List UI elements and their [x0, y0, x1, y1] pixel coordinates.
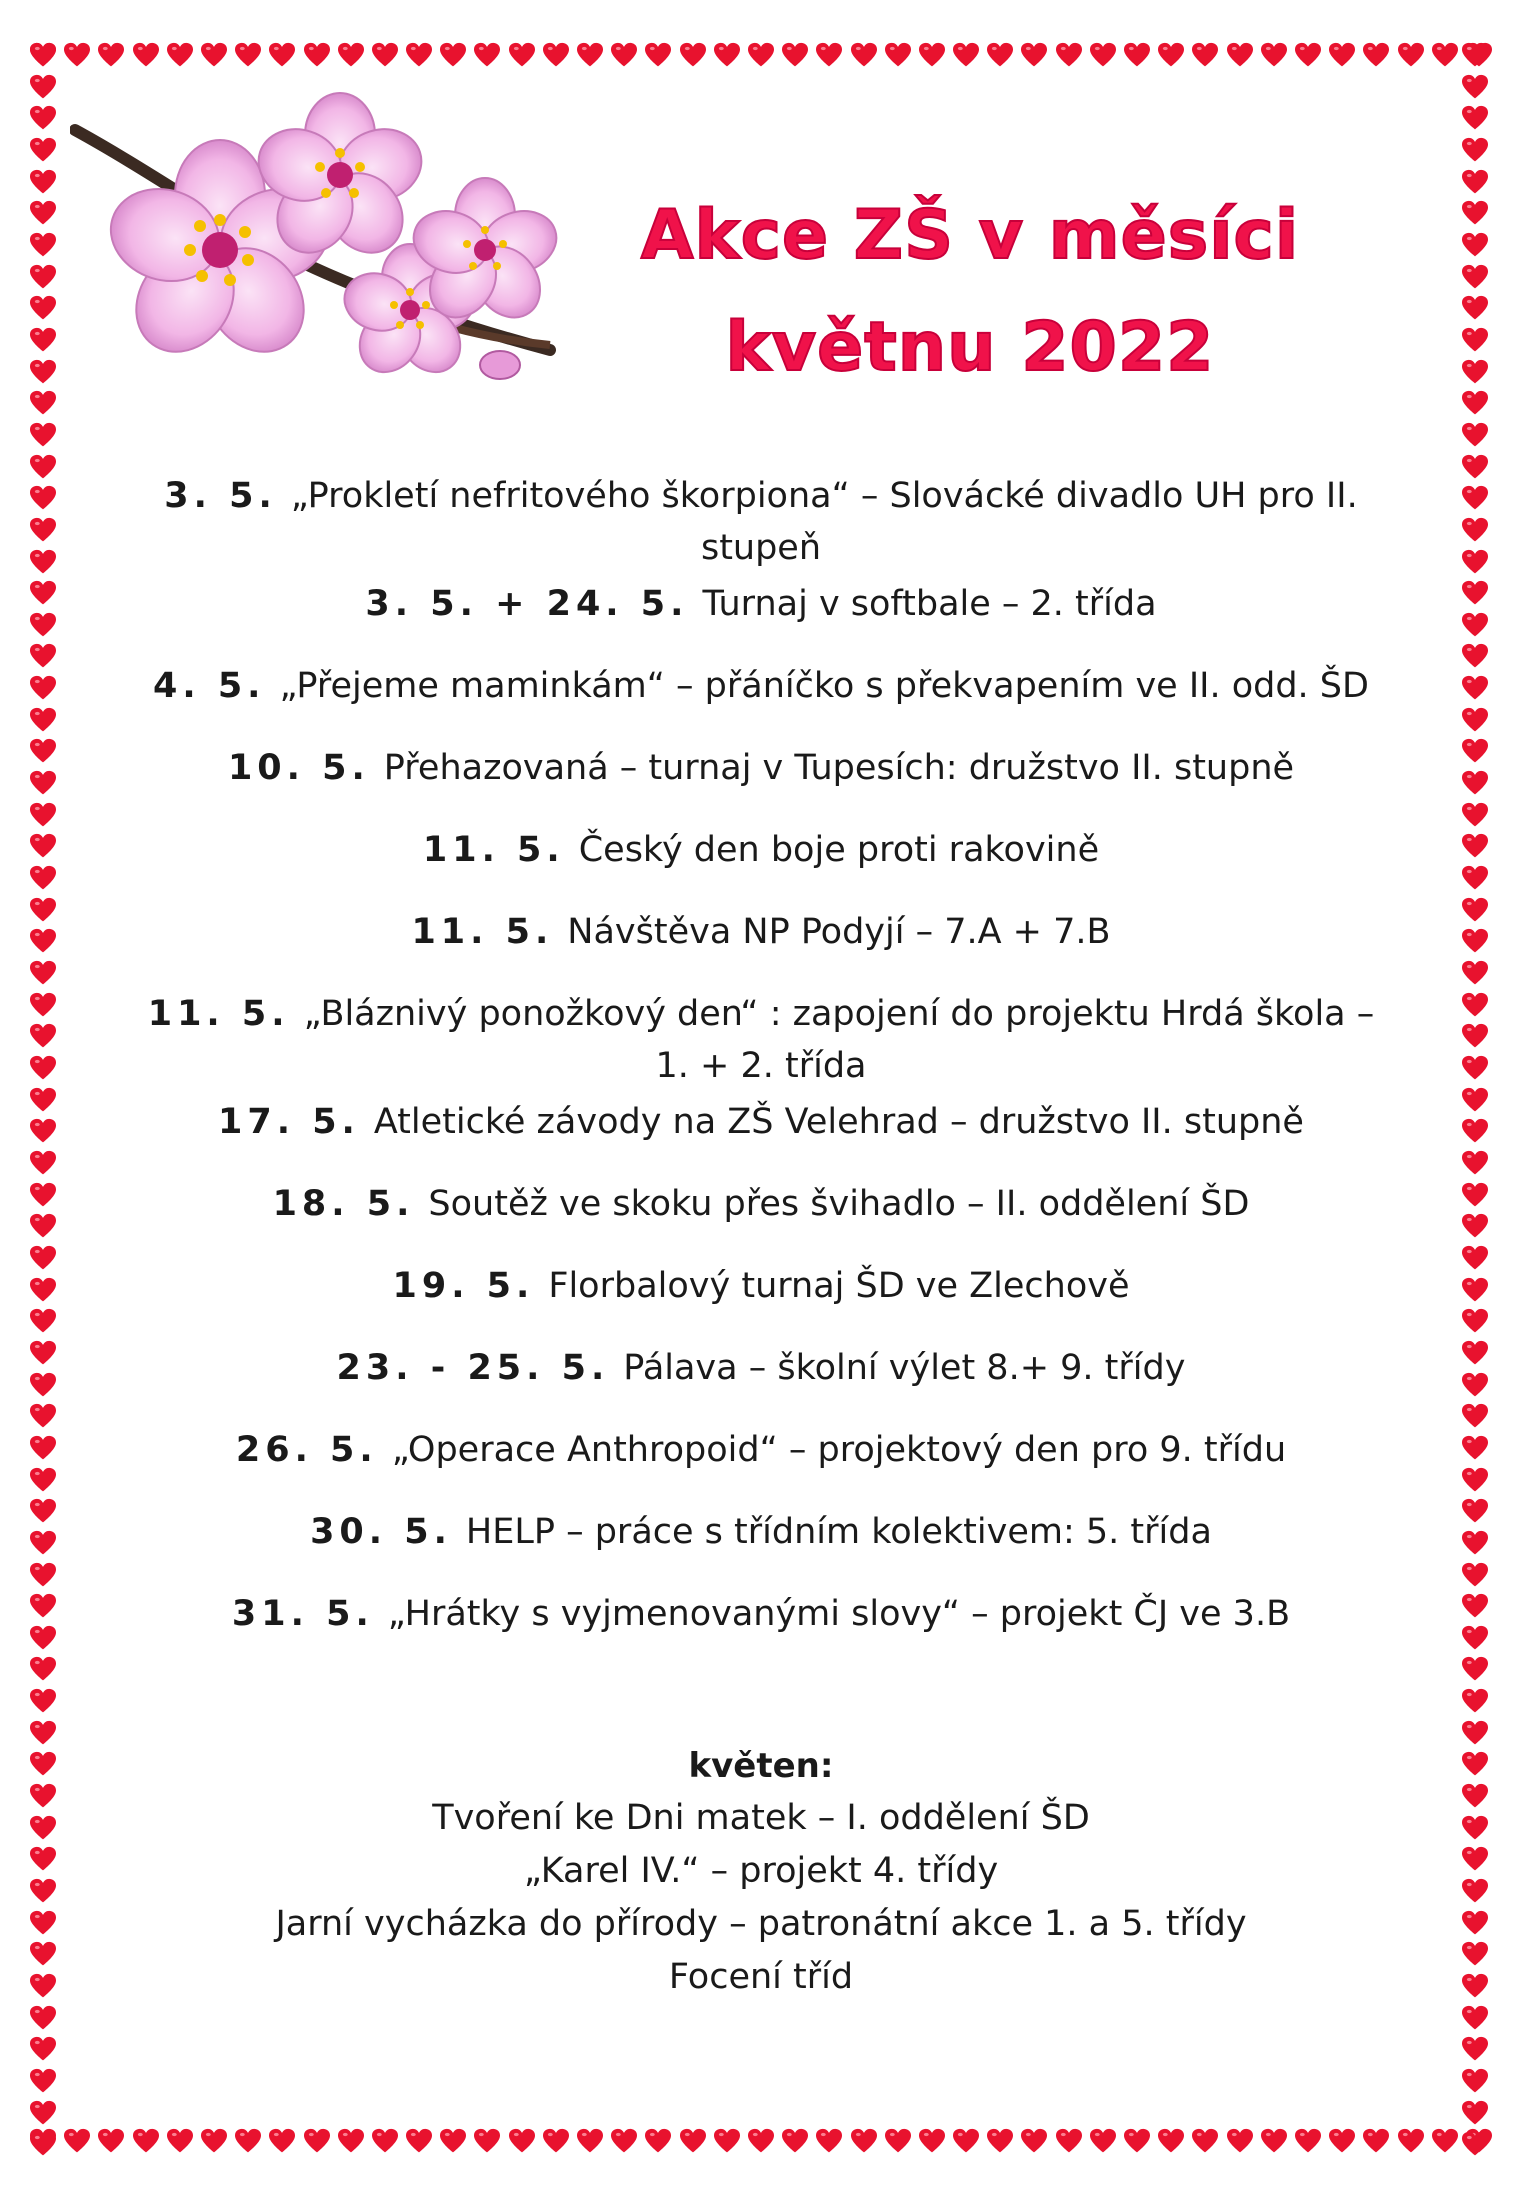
heart-icon	[30, 865, 56, 891]
heart-icon	[782, 42, 808, 68]
heart-icon	[30, 1087, 56, 1113]
heart-icon	[30, 1182, 56, 1208]
heart-icon	[30, 1340, 56, 1366]
event-date: 31. 5.	[231, 1594, 374, 1634]
heart-icon	[1462, 1213, 1488, 1239]
heart-icon	[748, 42, 774, 68]
heart-icon	[30, 1688, 56, 1714]
heart-icon	[1462, 2036, 1488, 2062]
heart-icon	[30, 422, 56, 448]
heart-icon	[1462, 295, 1488, 321]
heart-icon	[30, 2100, 56, 2126]
heart-icon	[1462, 359, 1488, 385]
heart-icon	[30, 1372, 56, 1398]
heart-icon	[1363, 2128, 1389, 2154]
heart-icon	[1227, 2128, 1253, 2154]
heart-icon	[1462, 865, 1488, 891]
heart-icon	[1021, 42, 1047, 68]
heart-icon	[30, 1245, 56, 1271]
heart-icon	[816, 2128, 842, 2154]
heart-icon	[1295, 2128, 1321, 2154]
event-date: 11. 5.	[147, 994, 290, 1034]
heart-icon	[919, 2128, 945, 2154]
heart-icon	[30, 1498, 56, 1524]
heart-icon	[1432, 42, 1458, 68]
heart-icon	[577, 2128, 603, 2154]
heart-icon	[953, 42, 979, 68]
heart-icon	[509, 2128, 535, 2154]
heart-icon	[30, 549, 56, 575]
heart-icon	[1329, 2128, 1355, 2154]
heart-icon	[987, 2128, 1013, 2154]
heart-icon	[304, 42, 330, 68]
event-date: 30. 5.	[310, 1512, 452, 1552]
heart-icon	[338, 42, 364, 68]
heart-icon	[1462, 675, 1488, 701]
heart-icon	[30, 1150, 56, 1176]
event-item	[100, 1424, 1422, 1476]
month-activity: Focení tříd	[668, 1957, 854, 1997]
event-date: 10. 5.	[227, 748, 370, 788]
heart-icon	[1462, 1562, 1488, 1588]
heart-icon	[1462, 1593, 1488, 1619]
event-item	[100, 1260, 1422, 1312]
heart-icon	[1462, 1625, 1488, 1651]
heart-icon	[919, 42, 945, 68]
heart-icon	[30, 1562, 56, 1588]
heart-icon	[1462, 1087, 1488, 1113]
heart-icon	[1462, 549, 1488, 575]
title-line-2: květnu 2022	[725, 308, 1215, 387]
heart-icon	[269, 42, 295, 68]
heart-icon	[1124, 2128, 1150, 2154]
heart-icon	[30, 454, 56, 480]
heart-icon	[98, 42, 124, 68]
event-item	[100, 578, 1422, 630]
heart-icon	[406, 2128, 432, 2154]
event-item	[100, 470, 1422, 574]
heart-icon	[30, 802, 56, 828]
event-date: 18. 5.	[272, 1184, 415, 1224]
event-item	[100, 824, 1422, 876]
heart-icon	[1462, 2131, 1488, 2157]
heart-icon	[1462, 643, 1488, 669]
heart-icon	[645, 42, 671, 68]
heart-icon	[953, 2128, 979, 2154]
heart-icon	[440, 2128, 466, 2154]
heart-icon	[133, 42, 159, 68]
heart-icon	[1158, 2128, 1184, 2154]
heart-icon	[167, 42, 193, 68]
heart-icon	[30, 232, 56, 258]
heart-icon	[30, 1023, 56, 1049]
heart-icon	[30, 928, 56, 954]
heart-icon	[30, 833, 56, 859]
event-text: Soutěž ve skoku přes švihadlo – II. oddělení ŠD	[428, 1184, 1250, 1224]
heart-icon	[1398, 42, 1424, 68]
event-item	[100, 1588, 1422, 1640]
heart-icon	[1462, 833, 1488, 859]
heart-icon	[1462, 327, 1488, 353]
heart-icon	[30, 992, 56, 1018]
event-text: „Prokletí nefritového škorpiona“ – Slovácké divadlo UH pro II.	[290, 476, 1358, 516]
event-text: Pálava – školní výlet 8.+ 9. třídy	[623, 1348, 1186, 1388]
heart-icon	[235, 2128, 261, 2154]
heart-icon	[1462, 485, 1488, 511]
heart-icon	[1462, 1656, 1488, 1682]
heart-icon	[543, 2128, 569, 2154]
heart-icon	[269, 2128, 295, 2154]
heart-icon	[1090, 2128, 1116, 2154]
event-text-continued: 1. + 2. třída	[655, 1046, 867, 1086]
heart-icon	[1462, 2068, 1488, 2094]
heart-icon	[1462, 200, 1488, 226]
heart-icon	[30, 2131, 56, 2157]
heart-icon	[1462, 992, 1488, 1018]
heart-icon	[30, 2036, 56, 2062]
heart-icon	[1462, 707, 1488, 733]
heart-icon	[201, 2128, 227, 2154]
heart-icon	[30, 2005, 56, 2031]
heart-icon	[1158, 42, 1184, 68]
heart-icon	[1090, 42, 1116, 68]
heart-icon	[1462, 770, 1488, 796]
event-item	[100, 1096, 1422, 1148]
heart-icon	[1056, 2128, 1082, 2154]
heart-icon	[30, 960, 56, 986]
heart-icon	[30, 517, 56, 543]
heart-icon	[1462, 1245, 1488, 1271]
heart-icon	[1462, 390, 1488, 416]
heart-icon	[1295, 42, 1321, 68]
month-activity-list	[0, 1792, 1522, 2004]
heart-icon	[30, 1467, 56, 1493]
heart-icon	[30, 1403, 56, 1429]
heart-icon	[304, 2128, 330, 2154]
heart-icon	[30, 42, 56, 68]
heart-icon	[714, 42, 740, 68]
heart-icon	[1462, 738, 1488, 764]
heart-icon	[1462, 960, 1488, 986]
heart-icon	[167, 2128, 193, 2154]
heart-icon	[851, 2128, 877, 2154]
heart-icon	[30, 2068, 56, 2094]
heart-icon	[1432, 2128, 1458, 2154]
heart-icon	[1192, 2128, 1218, 2154]
heart-icon	[30, 264, 56, 290]
event-item	[100, 1506, 1422, 1558]
event-text: Atletické závody na ZŠ Velehrad – družstvo II. stupně	[373, 1102, 1304, 1142]
heart-icon	[30, 1656, 56, 1682]
heart-icon	[714, 2128, 740, 2154]
event-text: „Hrátky s vyjmenovanými slovy“ – projekt ČJ ve 3.B	[387, 1594, 1291, 1634]
event-date: 4. 5.	[153, 666, 266, 706]
heart-icon	[30, 643, 56, 669]
heart-icon	[1462, 169, 1488, 195]
heart-icon	[1462, 1150, 1488, 1176]
heart-icon	[30, 1435, 56, 1461]
heart-icon	[1056, 42, 1082, 68]
heart-icon	[1462, 1530, 1488, 1556]
heart-icon	[1462, 74, 1488, 100]
heart-icon	[1462, 1340, 1488, 1366]
heart-icon	[1462, 580, 1488, 606]
heart-icon	[1462, 105, 1488, 131]
heart-icon	[885, 42, 911, 68]
heart-icon	[30, 359, 56, 385]
heart-icon	[372, 2128, 398, 2154]
heart-icon	[1462, 517, 1488, 543]
heart-icon	[30, 485, 56, 511]
heart-icon	[1462, 42, 1488, 68]
heart-icon	[1462, 1182, 1488, 1208]
event-item	[100, 742, 1422, 794]
heart-icon	[1462, 264, 1488, 290]
heart-icon	[1462, 137, 1488, 163]
event-text-continued: stupeň	[700, 528, 822, 568]
month-heading: květen:	[688, 1746, 834, 1786]
heart-icon	[1462, 454, 1488, 480]
heart-icon	[30, 675, 56, 701]
heart-icon	[1462, 1435, 1488, 1461]
heart-icon	[782, 2128, 808, 2154]
event-date: 11. 5.	[411, 912, 554, 952]
heart-icon	[680, 2128, 706, 2154]
cherry-blossom-icon	[70, 80, 570, 410]
heart-icon	[543, 42, 569, 68]
heart-icon	[509, 42, 535, 68]
event-text: Turnaj v softbale – 2. třída	[702, 584, 1157, 624]
heart-icon	[1462, 1498, 1488, 1524]
heart-icon	[816, 42, 842, 68]
heart-icon	[235, 42, 261, 68]
heart-icon	[1124, 42, 1150, 68]
heart-icon	[30, 327, 56, 353]
heart-icon	[1462, 1055, 1488, 1081]
heart-icon	[1462, 2100, 1488, 2126]
heart-icon	[1462, 1403, 1488, 1429]
event-item	[100, 1178, 1422, 1230]
heart-icon	[30, 1593, 56, 1619]
heart-icon	[372, 42, 398, 68]
heart-icon	[611, 2128, 637, 2154]
heart-icon	[64, 2128, 90, 2154]
event-date: 3. 5.	[164, 476, 277, 516]
heart-icon	[885, 2128, 911, 2154]
event-date: 19. 5.	[392, 1266, 535, 1306]
heart-icon	[30, 738, 56, 764]
heart-icon	[680, 42, 706, 68]
heart-icon	[748, 2128, 774, 2154]
heart-icon	[1363, 42, 1389, 68]
title-line-1: Akce ZŠ v měsíci	[640, 196, 1300, 275]
heart-icon	[1462, 1467, 1488, 1493]
month-activity: Tvoření ke Dni matek – I. oddělení ŠD	[432, 1798, 1090, 1838]
heart-icon	[1462, 2005, 1488, 2031]
event-text: HELP – práce s třídním kolektivem: 5. třída	[465, 1512, 1212, 1552]
heart-border-top	[30, 42, 1492, 72]
heart-icon	[1398, 2128, 1424, 2154]
event-item	[100, 906, 1422, 958]
heart-icon	[474, 42, 500, 68]
event-text: „Přejeme maminkám“ – přáníčko s překvapením ve II. odd. ŠD	[279, 666, 1369, 706]
heart-icon	[1227, 42, 1253, 68]
heart-icon	[1462, 1277, 1488, 1303]
heart-icon	[133, 2128, 159, 2154]
heart-icon	[1462, 802, 1488, 828]
heart-icon	[30, 580, 56, 606]
heart-icon	[1462, 1118, 1488, 1144]
heart-icon	[577, 42, 603, 68]
heart-icon	[30, 390, 56, 416]
heart-icon	[1192, 42, 1218, 68]
event-date: 3. 5. + 24. 5.	[365, 584, 689, 624]
heart-icon	[1462, 1308, 1488, 1334]
event-item	[100, 988, 1422, 1092]
heart-icon	[474, 2128, 500, 2154]
event-date: 17. 5.	[218, 1102, 360, 1142]
event-item	[100, 660, 1422, 712]
event-date: 23. - 25. 5.	[336, 1348, 610, 1388]
heart-icon	[1462, 612, 1488, 638]
heart-icon	[30, 1530, 56, 1556]
heart-icon	[1329, 42, 1355, 68]
heart-icon	[1261, 42, 1287, 68]
event-text: „Bláznivý ponožkový den“ : zapojení do projektu Hrdá škola –	[303, 994, 1375, 1034]
heart-icon	[611, 42, 637, 68]
heart-icon	[98, 2128, 124, 2154]
heart-icon	[30, 707, 56, 733]
heart-icon	[30, 1625, 56, 1651]
heart-icon	[851, 42, 877, 68]
heart-icon	[30, 74, 56, 100]
event-text: Návštěva NP Podyjí – 7.A + 7.B	[567, 912, 1111, 952]
heart-icon	[30, 897, 56, 923]
heart-icon	[1462, 928, 1488, 954]
event-date: 26. 5.	[235, 1430, 378, 1470]
event-text: Florbalový turnaj ŠD ve Zlechově	[548, 1266, 1130, 1306]
heart-icon	[1462, 1023, 1488, 1049]
heart-icon	[30, 1118, 56, 1144]
heart-icon	[1462, 897, 1488, 923]
heart-icon	[30, 612, 56, 638]
heart-icon	[1462, 422, 1488, 448]
event-item	[100, 1342, 1422, 1394]
event-text: „Operace Anthropoid“ – projektový den pro 9. třídu	[391, 1430, 1287, 1470]
heart-icon	[30, 105, 56, 131]
heart-icon	[30, 1277, 56, 1303]
event-text: Přehazovaná – turnaj v Tupesích: družstvo II. stupně	[383, 748, 1295, 788]
heart-icon	[30, 1308, 56, 1334]
heart-icon	[1462, 1688, 1488, 1714]
event-date: 11. 5.	[422, 830, 565, 870]
heart-icon	[30, 1055, 56, 1081]
heart-icon	[440, 42, 466, 68]
event-text: Český den boje proti rakovině	[578, 830, 1100, 870]
heart-icon	[30, 200, 56, 226]
heart-icon	[30, 770, 56, 796]
heart-icon	[30, 169, 56, 195]
heart-icon	[201, 42, 227, 68]
poster-title	[560, 180, 1380, 404]
heart-icon	[338, 2128, 364, 2154]
heart-icon	[30, 295, 56, 321]
heart-border-bottom	[30, 2128, 1492, 2158]
month-activity: Jarní vycházka do přírody – patronátní akce 1. a 5. třídy	[275, 1904, 1247, 1944]
heart-icon	[30, 1213, 56, 1239]
heart-icon	[64, 42, 90, 68]
heart-icon	[1462, 232, 1488, 258]
heart-icon	[1462, 1372, 1488, 1398]
heart-icon	[1261, 2128, 1287, 2154]
month-activity: „Karel IV.“ – projekt 4. třídy	[523, 1851, 999, 1891]
heart-icon	[645, 2128, 671, 2154]
heart-icon	[406, 42, 432, 68]
heart-icon	[30, 137, 56, 163]
heart-icon	[987, 42, 1013, 68]
heart-icon	[1021, 2128, 1047, 2154]
